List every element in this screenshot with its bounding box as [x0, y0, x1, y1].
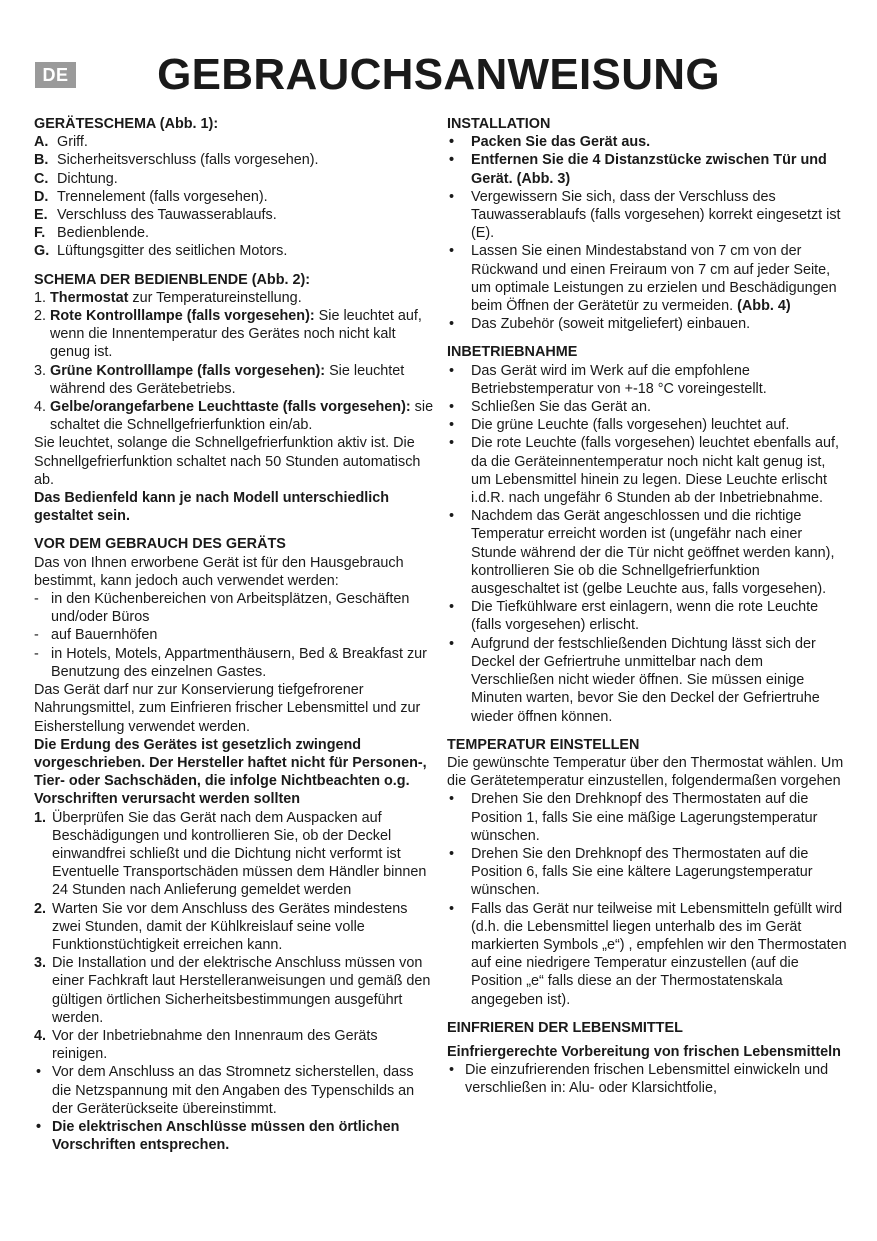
list-item: • Die Tiefkühlware erst einlagern, wenn die rote Leuchte (falls vorgesehen) erlischt.	[449, 599, 819, 634]
paragraph: Die gewünschte Temperatur über den Thermostat wählen. Um die Gerätetemperatur einzustellen, folgendermaßen vorgehen	[447, 754, 844, 790]
list-item: - auf Bauernhöfen	[34, 627, 158, 644]
list-item: 2. Rote Kontrolllampe (falls vorgesehen): Sie leuchtet auf, wenn die Innentemperatur des Gerätes noch nicht kalt genug ist.	[34, 308, 422, 361]
list-item: • Die grüne Leuchte (falls vorgesehen) leuchtet auf.	[449, 417, 790, 434]
section-heading: SCHEMA DER BEDIENBLENDE (Abb. 2):	[34, 271, 311, 288]
list-item: • Vor dem Anschluss an das Stromnetz sicherstellen, dass die Netzspannung mit den Angaben des Typenschilds an der Geräterückseite übereinstimmt.	[36, 1064, 415, 1117]
list-item: • Drehen Sie den Drehknopf des Thermostaten auf die Position 6, falls Sie eine kältere Lagerungstemperatur wünschen.	[449, 845, 813, 899]
subsection-heading: Einfriergerechte Vorbereitung von frischen Lebensmitteln	[447, 1043, 841, 1060]
installation-list	[447, 133, 847, 333]
steps-list	[34, 809, 434, 1155]
paragraph: Das Gerät darf nur zur Konservierung tiefgefrorener Nahrungsmittel, zum Einfrieren frischer Lebensmittel und zur Eisherstellung verwendet werden.	[34, 682, 421, 735]
list-item: • Aufgrund der festschließenden Dichtung lässt sich der Deckel der Gefriertruhe unmittelbar nach dem Verschließen nicht wieder öffnen. Sie müssen einige Minuten warten, bevor Sie den Deckel der Gefriertruhe wieder öffnen können.	[449, 635, 820, 725]
list-item: - in den Küchenbereichen von Arbeitsplätzen, Geschäften und/oder Büros	[34, 591, 410, 626]
freezing-list	[447, 1061, 847, 1097]
paragraph: Sie leuchtet, solange die Schnellgefrierfunktion aktiv ist. Die Schnellgefrierfunktion schaltet nach 50 Stunden automatisch ab.	[34, 435, 421, 488]
page-title: GEBRAUCHSANWEISUNG	[157, 50, 720, 99]
list-item: • Die einzufrierenden frischen Lebensmittel einwickeln und verschließen in: Alu- oder Klarsichtfolie,	[449, 1062, 829, 1097]
list-item: • Das Gerät wird im Werk auf die empfohlene Betriebstemperatur von +-18 °C voreingestellt.	[449, 362, 767, 397]
list-item: • Die elektrischen Anschlüsse müssen den örtlichen Vorschriften entsprechen.	[36, 1118, 400, 1154]
list-item: • Vergewissern Sie sich, dass der Verschluss des Tauwasserablaufs (falls vorgesehen) korrekt eingesetzt ist (E).	[449, 188, 841, 242]
list-item: E. Verschluss des Tauwasserablaufs.	[34, 207, 277, 224]
usage-list	[34, 590, 434, 681]
list-item: • Die rote Leuchte (falls vorgesehen) leuchtet ebenfalls auf, da die Geräteinnentemperatur noch nicht kalt genug ist, um Lebensmittel hinein zu legen. Diese Leuchte erlischt i.d.R. nach ungefähr 6 Stunden ab der Inbetriebnahme.	[449, 435, 839, 507]
startup-list	[447, 362, 847, 726]
list-item: 4. Gelbe/orangefarbene Leuchttaste (falls vorgesehen): sie schaltet die Schnellgefrierfunktion ein/ab.	[34, 399, 434, 434]
list-item: • Das Zubehör (soweit mitgeliefert) einbauen.	[449, 316, 751, 333]
paragraph-bold: Das Bedienfeld kann je nach Modell unterschiedlich gestaltet sein.	[34, 490, 390, 525]
control-panel-list	[34, 289, 434, 435]
section-heading: EINFRIEREN DER LEBENSMITTEL	[447, 1019, 683, 1036]
left-column	[34, 115, 434, 1154]
list-item: • Falls das Gerät nur teilweise mit Lebensmitteln gefüllt wird (d.h. die Lebensmittel liegen unterhalb des im Gerät markierten Symbols „e“) , empfehlen wir den Thermostaten auf eine niedrigere Temperatur einzustellen (auf die Position „e“ falls diese an der Thermostatenskala angegeben ist).	[449, 900, 847, 1008]
list-item: 1. Thermostat zur Temperatureinstellung.	[34, 289, 302, 306]
section-heading: VOR DEM GEBRAUCH DES GERÄTS	[34, 536, 286, 553]
list-item: D. Trennelement (falls vorgesehen).	[34, 188, 268, 205]
list-item: • Schließen Sie das Gerät an.	[449, 399, 651, 416]
list-item: B. Sicherheitsverschluss (falls vorgesehen).	[34, 152, 319, 169]
list-item: - in Hotels, Motels, Appartmenthäusern, Bed & Breakfast zur Benutzung des einzelnen Gastes.	[34, 645, 427, 680]
list-item: • Drehen Sie den Drehknopf des Thermostaten auf die Position 1, falls Sie eine mäßige Lagerungstemperatur wünschen.	[449, 791, 818, 844]
section-heading: TEMPERATUR EINSTELLEN	[447, 736, 640, 753]
list-item: • Lassen Sie einen Mindestabstand von 7 cm von der Rückwand und einen Freiraum von 7 cm auf jeder Seite, um optimale Leistungen zu erzielen und Beschädigungen beim Öffnen der Gerätetür zu vermeiden. (Abb. 4)	[449, 243, 837, 315]
list-item: 3. Grüne Kontrolllampe (falls vorgesehen): Sie leuchtet während des Gerätebetriebs.	[34, 362, 405, 397]
list-item: F. Bedienblende.	[34, 225, 150, 242]
list-item: 4. Vor der Inbetriebnahme den Innenraum des Geräts reinigen.	[34, 1027, 378, 1063]
parts-list	[34, 133, 434, 260]
list-item: 2. Warten Sie vor dem Anschluss des Gerätes mindestens zwei Stunden, damit der Kühlkreislauf seine volle Funktionstüchtigkeit erreichen kann.	[34, 900, 408, 953]
paragraph-bold: Die Erdung des Gerätes ist gesetzlich zwingend vorgeschrieben. Der Hersteller haftet nicht für Personen-, Tier- oder Sachschäden, die infolge Nichtbeachten o.g. Vorschriften verursacht werden sollten	[34, 736, 427, 808]
list-item: • Entfernen Sie die 4 Distanzstücke zwischen Tür und Gerät. (Abb. 3)	[449, 152, 827, 187]
list-item: 1. Überprüfen Sie das Gerät nach dem Auspacken auf Beschädigungen und kontrollieren Sie, ob der Deckel einwandfrei schließt und die Dichtung nicht verformt ist Eventuelle Transportschäden müssen dem Händler binnen 24 Stunden nach Anlieferung gemeldet werden	[34, 809, 427, 899]
section-heading: INSTALLATION	[447, 116, 551, 132]
paragraph: Das von Ihnen erworbene Gerät ist für den Hausgebrauch bestimmt, kann jedoch auch verwendet werden:	[34, 554, 404, 589]
list-item: 3. Die Installation und der elektrische Anschluss müssen von einer Fachkraft laut Herstelleranweisungen und gemäß den gültigen örtlichen Sicherheitsbestimmungen ausgeführt werden.	[34, 955, 431, 1026]
list-item: C. Dichtung.	[34, 170, 118, 187]
section-heading: GERÄTESCHEMA (Abb. 1):	[34, 116, 219, 132]
list-item: • Nachdem das Gerät angeschlossen und die richtige Temperatur erreicht worden ist (ungefähr nach einer Stunde während der die Tür nicht geöffnet werden kann), kontrollieren Sie ob die Schnellgefrierfunktion ausgeschaltet ist (gelbe Leuchte aus, falls vorgesehen).	[449, 508, 835, 598]
section-heading: INBETRIEBNAHME	[447, 344, 578, 361]
list-item: G. Lüftungsgitter des seitlichen Motors.	[34, 243, 288, 260]
language-badge: DE	[35, 62, 76, 88]
temperature-list	[447, 790, 847, 1008]
list-item: • Packen Sie das Gerät aus.	[449, 134, 651, 151]
list-item: A. Griff.	[34, 134, 88, 151]
right-column	[447, 115, 847, 1098]
